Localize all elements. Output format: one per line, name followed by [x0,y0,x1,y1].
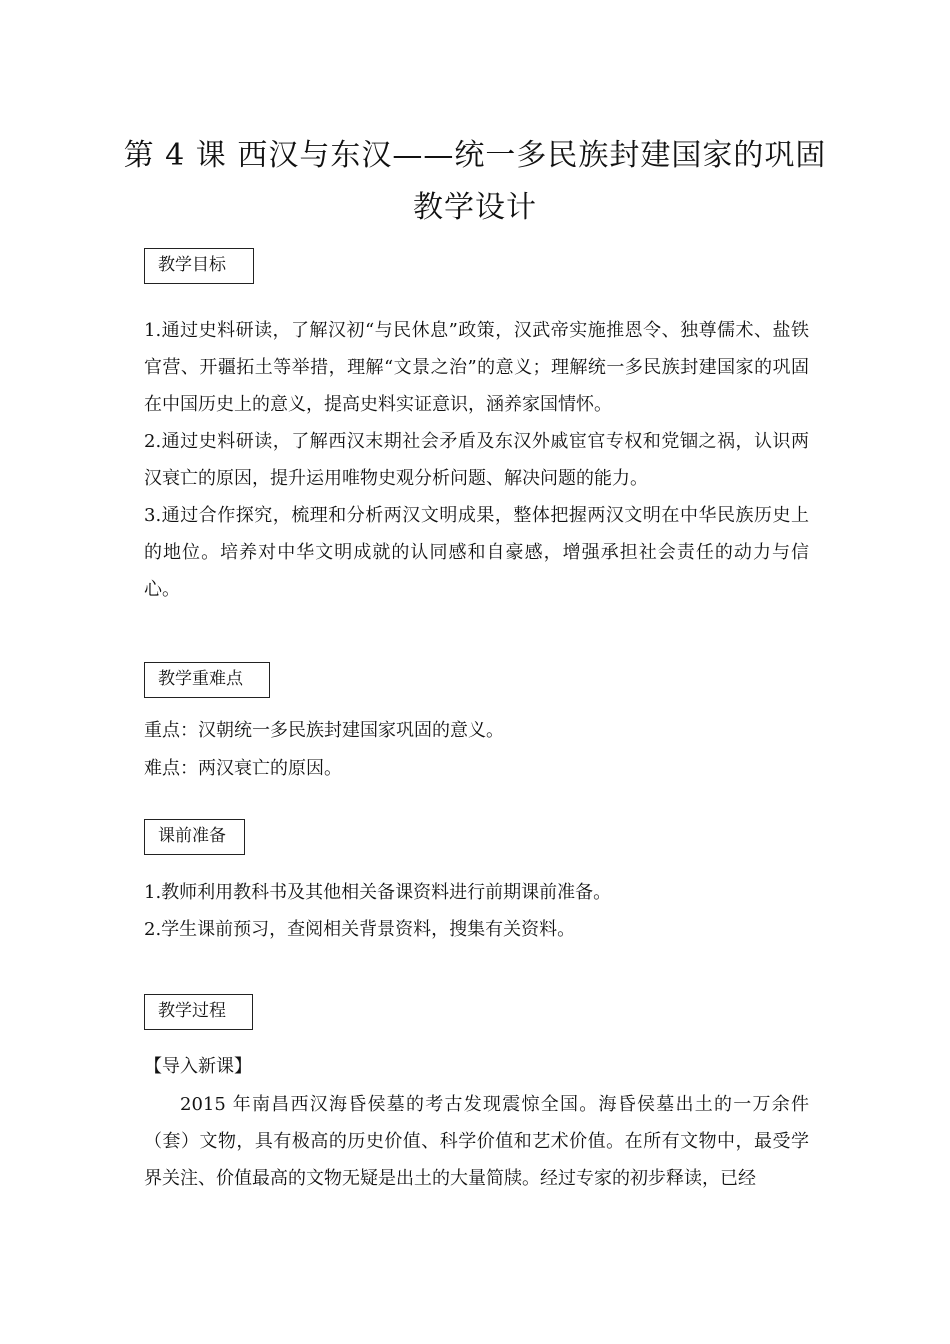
doc-title-line2: 教学设计 [413,190,537,225]
preparation-item-2: 2.学生课前预习，查阅相关背景资料，搜集有关资料。 [144,919,576,940]
doc-title-line1: 第 4 课 西汉与东汉——统一多民族封建国家的巩固 [123,138,827,173]
intro-text: 2015 年南昌西汉海昏侯墓的考古发现震惊全国。海昏侯墓出土的一万余件（套）文物，具有极高的历史价值、科学价值和艺术价值。在所有文物中，最受学界关注、价值最高的文物无疑是出土的大量简牍。经过专家的初步释读，已经 [144,1094,809,1189]
section-heading-keypoints: 教学重难点 [144,662,270,698]
preparation-item-1: 1.教师利用教科书及其他相关备课资料进行前期课前准备。 [144,882,612,903]
section-heading-objectives: 教学目标 [144,248,254,284]
intro-label: 【导入新课】 [144,1056,252,1077]
intro-paragraph [144,1086,809,1197]
objective-item-3: 3.通过合作探究，梳理和分析两汉文明成果，整体把握两汉文明在中华民族历史上的地位。培养对中华文明成就的认同感和自豪感，增强承担社会责任的动力与信心。 [144,505,809,600]
section-heading-process: 教学过程 [144,994,253,1030]
difficult-point: 难点：两汉衰亡的原因。 [144,758,342,779]
key-point: 重点：汉朝统一多民族封建国家巩固的意义。 [144,720,504,741]
section-heading-preparation: 课前准备 [144,819,245,855]
objective-item-2: 2.通过史料研读，了解西汉末期社会矛盾及东汉外戚宦官专权和党锢之祸，认识两汉衰亡的原因，提升运用唯物史观分析问题、解决问题的能力。 [144,431,809,489]
objective-item-1: 1.通过史料研读，了解汉初“与民休息”政策，汉武帝实施推恩令、独尊儒术、盐铁官营、开疆拓土等举措，理解“文景之治”的意义；理解统一多民族封建国家的巩固在中国历史上的意义，提高史料实证意识，涵养家国情怀。 [144,320,809,415]
objectives-list [144,312,809,608]
